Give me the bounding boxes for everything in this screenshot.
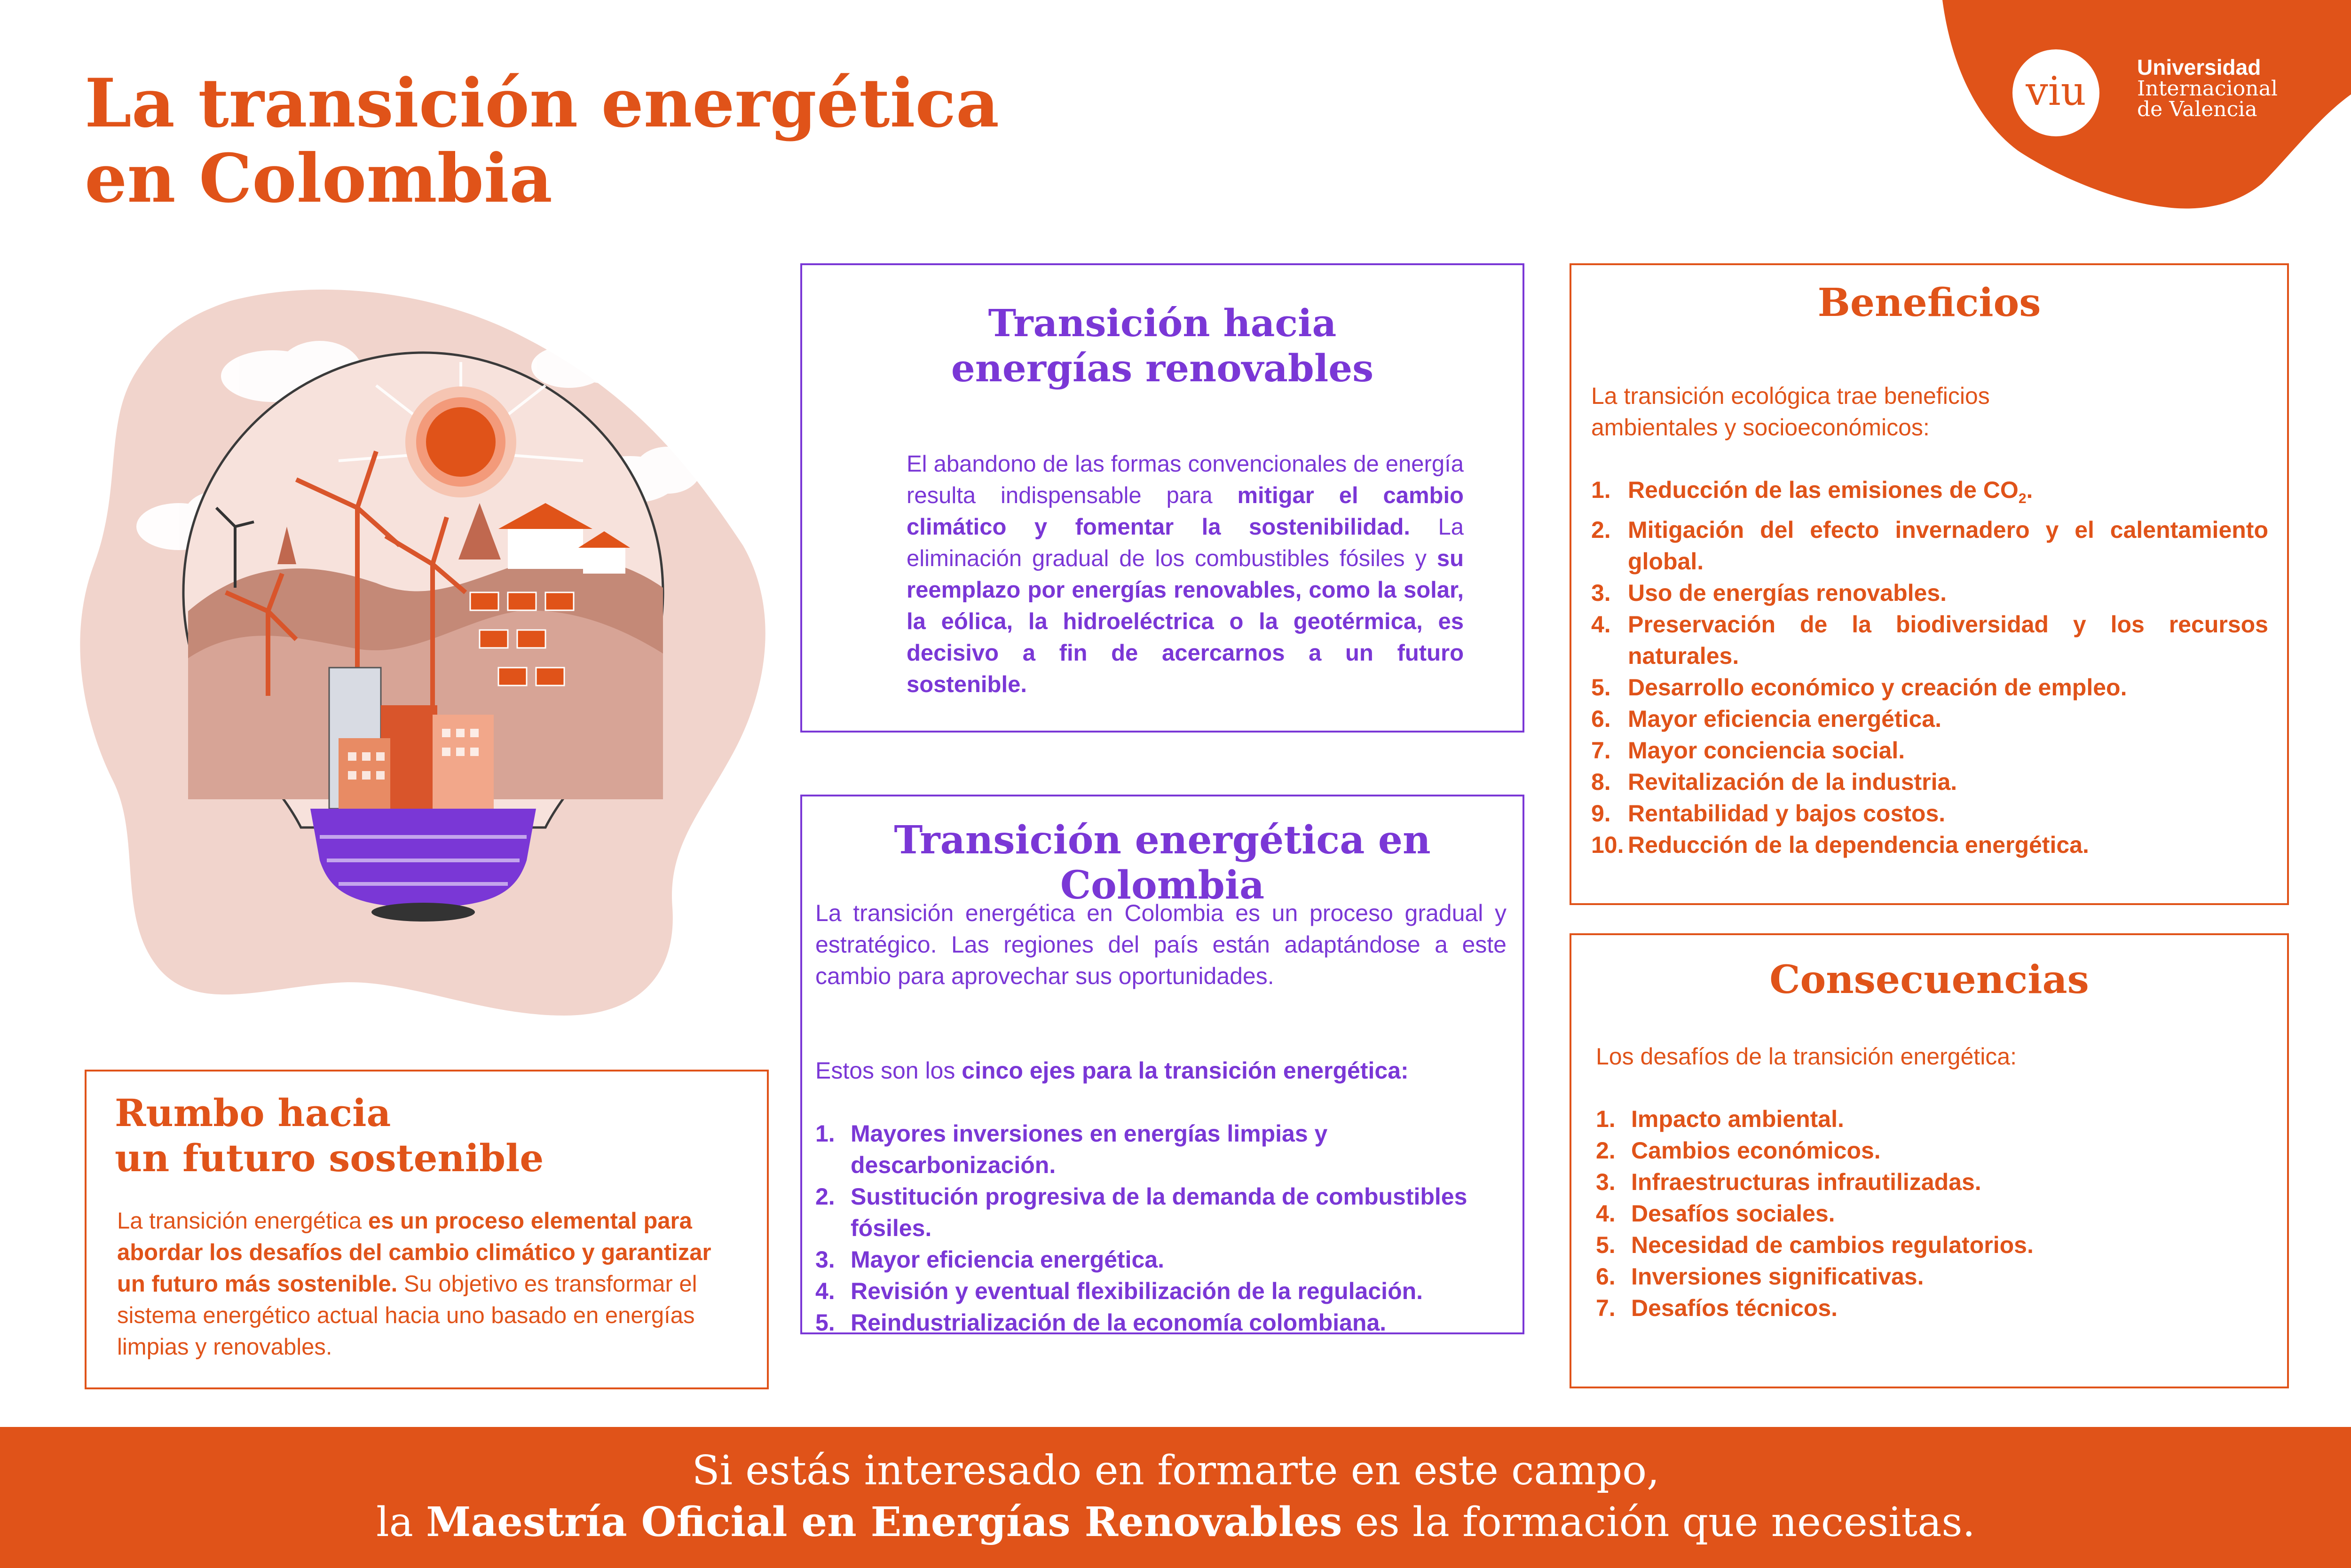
list-item [1591,798,2268,829]
list-item-label: Mayor eficiencia energética. [851,1246,1164,1273]
colombia-ejes-list [815,1118,1507,1339]
rumbo-text [117,1206,714,1363]
list-item-label: Rentabilidad y bajos costos. [1628,800,1946,827]
list-item [815,1276,1507,1307]
list-item [815,1118,1507,1181]
list-item [1596,1198,2254,1229]
list-item-number: 7. [1591,737,1611,764]
list-item [815,1307,1507,1339]
list-item-number: 2. [1596,1137,1616,1164]
list-item-number: 5. [1596,1232,1616,1258]
renovables-text-part3: La eliminación gradual de los combustibles fósiles y [907,514,1464,571]
list-item-label: Desafíos sociales. [1631,1200,1835,1227]
list-item-label: Revitalización de la industria. [1628,769,1957,795]
logo-text-internacional: Internacional [2137,77,2278,101]
consecuencias-list [1596,1103,2254,1324]
list-item [1591,474,2268,514]
list-item-number: 5. [1591,674,1611,701]
list-item-label: Sustitución progresiva de la demanda de combustibles fósiles. [851,1183,1467,1241]
list-item-number: 1. [1596,1106,1616,1132]
consecuencias-intro: Los desafíos de la transición energética: [1596,1043,2017,1070]
list-item [1591,829,2268,861]
footer-line-2 [0,1497,2351,1548]
renovables-text [907,449,1464,701]
consecuencias-title: Consecuencias [1769,957,2089,1002]
list-item-label: Inversiones significativas. [1631,1263,1924,1290]
renovables-box [800,263,1524,733]
co2-subscript: 2 [2018,491,2027,506]
list-item-number: 6. [1596,1263,1616,1290]
footer-line-2-end: es la formación que necesitas. [1342,1499,1975,1546]
list-item-number: 1. [1591,477,1611,503]
lightbulb-renewable-city-icon [75,282,771,1025]
list-item-number: 2. [815,1183,835,1210]
list-item-number: 9. [1591,800,1611,827]
list-item-number: 8. [1591,769,1611,795]
colombia-ejes-lead [815,1055,1507,1087]
colombia-ejes-lead-bold: cinco ejes para la transición energética: [962,1057,1409,1084]
list-item-label: Preservación de la biodiversidad y los recursos naturales. [1628,611,2268,669]
list-item [815,1181,1507,1244]
list-item-number: 3. [815,1246,835,1273]
list-item-label: Desafíos técnicos. [1631,1295,1838,1321]
list-item-label: Reducción de las emisiones de CO [1628,477,2019,503]
list-item-label: Impacto ambiental. [1631,1106,1844,1132]
list-item-number: 6. [1591,706,1611,732]
list-item [1591,609,2268,672]
renovables-title-line1: Transición hacia [988,301,1337,345]
list-item-label: Desarrollo económico y creación de empleo. [1628,674,2127,701]
list-item [1591,735,2268,766]
list-item-label: Mayores inversiones en energías limpias y descarbonización. [851,1120,1328,1178]
colombia-title: Transición energética en Colombia [894,818,1431,908]
list-item-number: 1. [815,1120,835,1147]
list-item-label: Mayor conciencia social. [1628,737,1905,764]
list-item-label: Cambios económicos. [1631,1137,1881,1164]
beneficios-list [1591,474,2268,861]
colombia-intro: La transición energética en Colombia es un proceso gradual y estratégico. Las regiones del país están adaptándose a este cambio para aprovechar sus oportunidades. [815,900,1507,989]
list-item-number: 3. [1591,580,1611,606]
footer-line-2-start: la [376,1499,426,1546]
list-item-number: 4. [815,1278,835,1304]
logo-text-universidad: Universidad [2137,55,2261,79]
list-item-number: 4. [1596,1200,1616,1227]
rumbo-text-part1: La transición energética [117,1208,368,1234]
rumbo-title-line2: un futuro sostenible [115,1136,544,1180]
beneficios-intro: La transición ecológica trae beneficios ambientales y socioeconómicos: [1591,383,1990,441]
list-item [1591,766,2268,798]
page-title-line2: en Colombia [85,140,552,218]
renovables-title [802,300,1523,391]
renovables-text-part1: El abandono de las formas convencionales de energía resulta indispensable para [907,451,1464,508]
list-item-label: Necesidad de cambios regulatorios. [1631,1232,2034,1258]
list-item-number: 7. [1596,1295,1616,1321]
page-title [85,66,999,216]
list-item-label: Mayor eficiencia energética. [1628,706,1941,732]
list-item [1591,514,2268,577]
list-item-number: 5. [815,1309,835,1336]
list-item-label: Uso de energías renovables. [1628,580,1947,606]
rumbo-text-part3: Su objetivo es transformar el sistema energético actual hacia uno basado en energías limpias y renovables. [117,1271,697,1360]
consecuencias-box [1570,933,2289,1388]
list-item-label: Mitigación del efecto invernadero y el calentamiento global. [1628,517,2268,575]
list-item [1596,1261,2254,1292]
list-item-label: Reducción de la dependencia energética. [1628,832,2089,858]
list-item [1596,1103,2254,1135]
list-item-number: 3. [1596,1169,1616,1195]
beneficios-box [1570,263,2289,905]
list-item [1596,1166,2254,1198]
list-item-number: 10. [1591,832,1624,858]
list-item [815,1244,1507,1276]
list-item [1591,672,2268,703]
renovables-text-bold1: mitigar el cambio climático y fomentar la sostenibilidad. [907,483,1464,540]
logo-text-valencia: de Valencia [2137,97,2257,121]
list-item-period: . [2026,477,2033,503]
rumbo-text-bold: es un proceso elemental para abordar los desafíos del cambio climático y garantizar un futuro más sostenible. [117,1208,711,1297]
footer-banner[interactable] [0,1427,2351,1568]
page-title-line1: La transición energética [85,64,1000,142]
renovables-text-bold2: su reemplazo por energías renovables, como la solar, la eólica, la hidroeléctrica o la geotérmica, es decisivo a fin de acercarnos a un futuro sostenible. [907,546,1464,697]
rumbo-title [115,1090,544,1181]
list-item-label: Reindustrialización de la economía colombiana. [851,1309,1387,1336]
list-item-label: Revisión y eventual flexibilización de la regulación. [851,1278,1423,1304]
footer-program-link[interactable]: Maestría Oficial en Energías Renovables [426,1498,1342,1546]
colombia-box [800,795,1524,1334]
colombia-ejes-lead-text: Estos son los [815,1057,962,1084]
list-item [1591,703,2268,735]
list-item [1591,577,2268,609]
renovables-title-line2: energías renovables [951,346,1374,390]
list-item [1596,1292,2254,1324]
rumbo-box [85,1070,769,1389]
rumbo-title-line1: Rumbo hacia [115,1091,391,1135]
beneficios-title: Beneficios [1817,280,2041,325]
list-item [1596,1135,2254,1166]
list-item-number: 2. [1591,517,1611,543]
list-item [1596,1229,2254,1261]
viu-logo-icon[interactable]: viu [2012,49,2099,136]
list-item-label: Infraestructuras infrautilizadas. [1631,1169,1981,1195]
footer-line-1: Si estás interesado en formarte en este campo, [692,1447,1660,1494]
list-item-number: 4. [1591,611,1611,638]
